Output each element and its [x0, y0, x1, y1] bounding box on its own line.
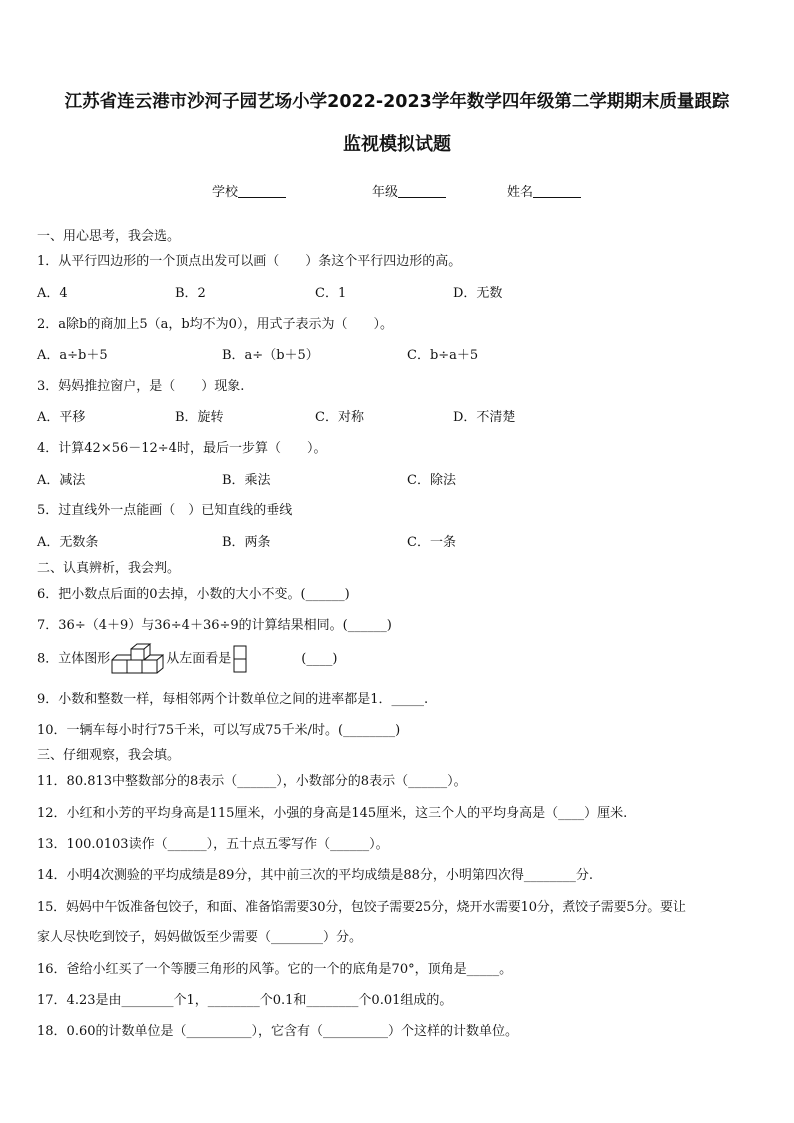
question-15-line2: 家人尽快吃到饺子，妈妈做饭至少需要（________）分。 — [37, 930, 363, 945]
q2-option-a: A．a÷b＋5 — [37, 348, 108, 363]
question-17: 17．4.23是由________个1，________个0.1和________个0.01组成的。 — [37, 993, 453, 1008]
name-blank — [533, 184, 581, 198]
q8-text-b: 从左面看是 — [166, 651, 232, 667]
q8-text-a: 8．立体图形 — [37, 651, 111, 667]
q5-option-b: B．两条 — [222, 535, 271, 550]
question-2: 2．a除b的商加上5（a，b均不为0），用式子表示为（ ）。 — [37, 317, 393, 332]
section-1-heading: 一、用心思考，我会选。 — [37, 229, 181, 244]
q3-option-a: A．平移 — [37, 410, 86, 425]
q4-option-a: A．减法 — [37, 473, 86, 488]
q1-option-b: B．2 — [175, 286, 206, 301]
question-1: 1．从平行四边形的一个顶点出发可以画（ ）条这个平行四边形的高。 — [37, 254, 462, 269]
question-3: 3．妈妈推拉窗户，是（ ）现象. — [37, 379, 245, 394]
school-blank — [238, 184, 286, 198]
question-12: 12．小红和小芳的平均身高是115厘米，小强的身高是145厘米，这三个人的平均身高是（____）厘米. — [37, 806, 628, 821]
exam-title-line1: 江苏省连云港市沙河子园艺场小学2022-2023学年数学四年级第二学期期末质量跟踪 — [64, 92, 730, 112]
exam-title-line2: 监视模拟试题 — [343, 134, 451, 155]
q5-option-c: C．一条 — [407, 535, 456, 550]
grade-field — [372, 181, 446, 200]
name-field — [507, 181, 581, 200]
q2-option-c: C．b÷a＋5 — [407, 348, 479, 363]
grade-label: 年级 — [372, 185, 399, 200]
question-7: 7．36÷（4＋9）与36÷4＋36÷9的计算结果相同。(______) — [37, 618, 392, 633]
left-view-figure — [232, 644, 248, 674]
grade-blank — [398, 184, 446, 198]
cube-stack-figure — [111, 643, 165, 675]
q4-option-c: C．除法 — [407, 473, 456, 488]
q1-option-a: A．4 — [37, 286, 68, 301]
question-13: 13．100.0103读作（______），五十点五零写作（______）。 — [37, 837, 389, 852]
question-14: 14．小明4次测验的平均成绩是89分，其中前三次的平均成绩是88分，小明第四次得________分. — [37, 868, 594, 883]
question-6: 6．把小数点后面的0去掉，小数的大小不变。(______) — [37, 587, 350, 602]
q3-option-d: D．不清楚 — [453, 410, 516, 425]
question-10: 10．一辆车每小时行75千米，可以写成75千米/时。(________) — [37, 723, 401, 738]
q2-option-b: B．a÷（b＋5） — [222, 348, 319, 363]
question-15-line1: 15．妈妈中午饭准备包饺子，和面、准备馅需要30分，包饺子需要25分，烧开水需要10分，煮饺子需要5分。要让 — [37, 900, 686, 915]
q4-option-b: B．乘法 — [222, 473, 271, 488]
section-2-heading: 二、认真辨析，我会判。 — [37, 561, 181, 576]
q1-option-c: C．1 — [315, 286, 347, 301]
question-8 — [37, 643, 337, 675]
q5-option-a: A．无数条 — [37, 535, 99, 550]
school-field — [212, 181, 286, 200]
section-3-heading: 三、仔细观察，我会填。 — [37, 748, 181, 763]
q3-option-b: B．旋转 — [175, 410, 224, 425]
q8-blank: (____) — [301, 651, 338, 667]
question-16: 16．爸给小红买了一个等腰三角形的风筝。它的一个的底角是70°，顶角是_____。 — [37, 962, 513, 977]
name-label: 姓名 — [507, 185, 534, 200]
question-18: 18．0.60的计数单位是（__________），它含有（__________）个这样的计数单位。 — [37, 1024, 518, 1039]
q3-option-c: C．对称 — [315, 410, 364, 425]
question-11: 11．80.813中整数部分的8表示（______），小数部分的8表示（______）。 — [37, 774, 467, 789]
question-4: 4．计算42×56－12÷4时，最后一步算（ ）。 — [37, 441, 327, 456]
q1-option-d: D．无数 — [453, 286, 503, 301]
school-label: 学校 — [212, 185, 239, 200]
question-5: 5．过直线外一点能画（ ）已知直线的垂线 — [37, 503, 293, 518]
question-9: 9．小数和整数一样，每相邻两个计数单位之间的进率都是1．_____. — [37, 692, 429, 707]
